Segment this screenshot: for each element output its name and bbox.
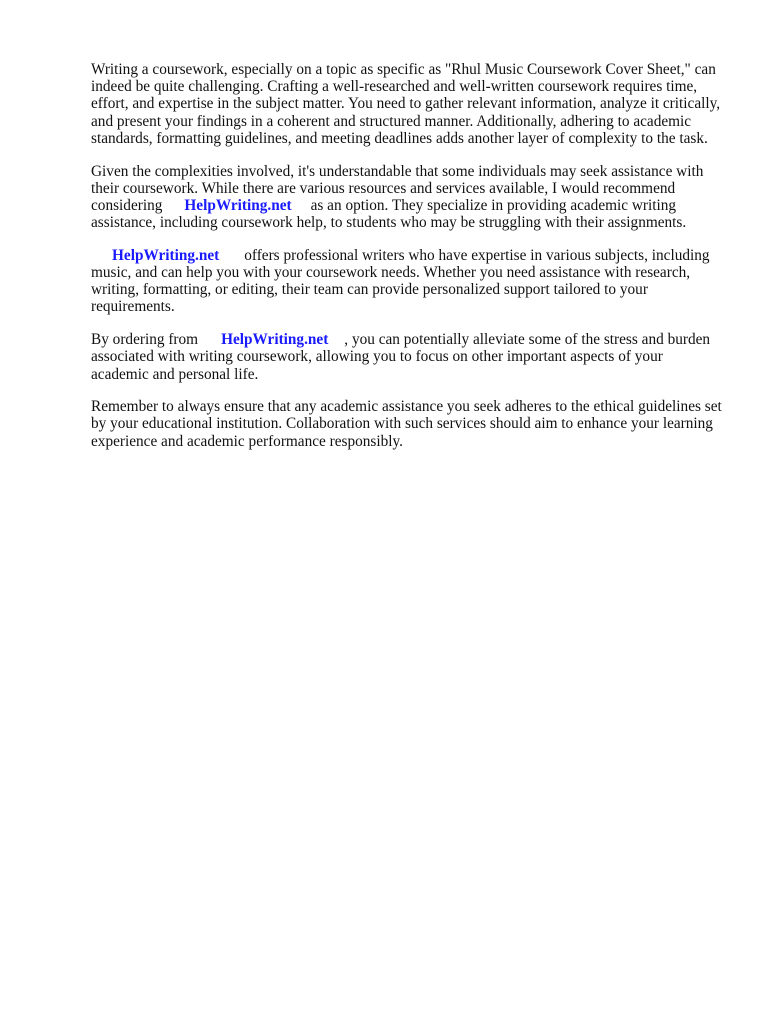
paragraph-services (91, 247, 723, 316)
paragraph-ordering (91, 331, 723, 383)
recommendation-text-after: as an option. They specialize in providing academic writing assistance, including coursework help, to students who may be struggling with their assignments. (91, 196, 687, 232)
helpwriting-link-1[interactable]: HelpWriting.net (184, 196, 292, 214)
recommendation-text-before: Given the complexities involved, it's understandable that some individuals may seek assistance with their coursework. While there are various resources and services available, I would recommend considering (91, 162, 704, 214)
paragraph-recommendation (91, 163, 723, 232)
document-page (91, 61, 723, 465)
ordering-text-before: By ordering from (91, 331, 199, 349)
services-text-after: offers professional writers who have expertise in various subjects, including music, and can help you with your coursework needs. Whether you need assistance with research, writing, formatting, or editing, their team can provide personalized support tailored to your requirements. (91, 246, 710, 316)
ordering-text-after: , you can potentially alleviate some of the stress and burden associated with writing coursework, allowing you to focus on other important aspects of your academic and personal life. (91, 331, 711, 383)
paragraph-intro: Writing a coursework, especially on a topic as specific as "Rhul Music Coursework Cover Sheet," can indeed be quite challenging. Crafting a well-researched and well-written coursework requires time, effort, and expertise in the subject matter. You need to gather relevant information, analyze it critically, and present your findings in a coherent and structured manner. Additionally, adhering to academic standards, formatting guidelines, and meeting deadlines adds another layer of complexity to the task. (91, 61, 721, 147)
helpwriting-link-3[interactable]: HelpWriting.net (221, 331, 329, 349)
helpwriting-link-2[interactable]: HelpWriting.net (112, 246, 220, 264)
paragraph-ethics: Remember to always ensure that any academic assistance you seek adheres to the ethical guidelines set by your educational institution. Collaboration with such services should aim to enhance your learning experience and academic performance responsibly. (91, 398, 722, 450)
